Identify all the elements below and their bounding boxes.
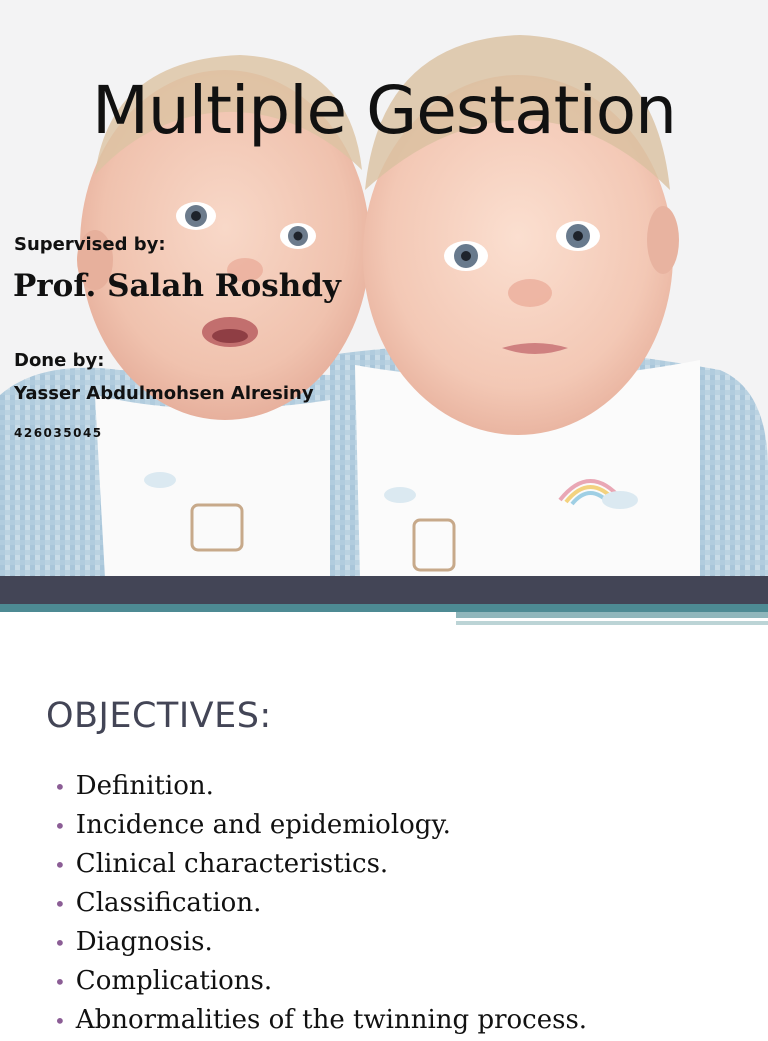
divider-band-light: [456, 612, 768, 618]
list-item-text: Abnormalities of the twinning process.: [75, 1005, 588, 1035]
list-item-text: Clinical characteristics.: [75, 849, 389, 879]
objectives-slide: [0, 640, 768, 1035]
divider-band-dark: [0, 576, 768, 604]
divider-band-lighter: [456, 621, 768, 625]
list-item: [54, 883, 587, 922]
objectives-heading: OBJECTIVES:: [46, 696, 272, 736]
bullet-icon: •: [54, 1009, 66, 1033]
list-item: [54, 844, 587, 883]
bullet-icon: •: [54, 814, 66, 838]
list-item: [54, 1000, 587, 1039]
bullet-icon: •: [54, 775, 66, 799]
list-item-text: Complications.: [75, 966, 273, 996]
supervised-label: Supervised by:: [14, 234, 166, 255]
bullet-icon: •: [54, 970, 66, 994]
list-item-text: Classification.: [75, 888, 262, 918]
supervisor-name: Prof. Salah Roshdy: [13, 268, 341, 304]
student-id: 426035045: [14, 426, 103, 440]
list-item-text: Incidence and epidemiology.: [75, 810, 451, 840]
list-item: [54, 961, 587, 1000]
student-name: Yasser Abdulmohsen Alresiny: [14, 383, 314, 404]
list-item: [54, 805, 587, 844]
bullet-icon: •: [54, 931, 66, 955]
list-item-text: Definition.: [75, 771, 214, 801]
bullet-icon: •: [54, 892, 66, 916]
objectives-list: [54, 766, 587, 1039]
list-item-text: Diagnosis.: [75, 927, 213, 957]
slide-title: Multiple Gestation: [91, 72, 677, 149]
done-by-label: Done by:: [14, 350, 105, 371]
divider-band-teal: [0, 604, 768, 612]
list-item: [54, 766, 587, 805]
bullet-icon: •: [54, 853, 66, 877]
list-item: [54, 922, 587, 961]
